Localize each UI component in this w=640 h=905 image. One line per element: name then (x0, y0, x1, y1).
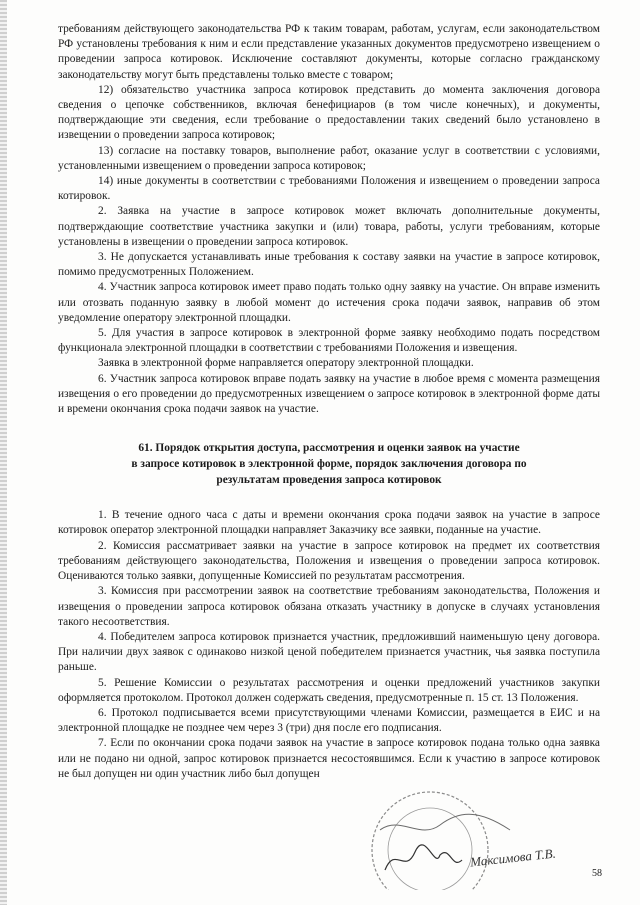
page-number: 58 (592, 868, 602, 879)
scan-edge (0, 0, 7, 905)
paragraph: требованиям действующего законодательства РФ к таким товарам, работам, услугам, если законодательством РФ установлены требования к ним и если представление указанных документов предусмотрено извещением о проведении запроса котировок. Исключение составляют документы, которые согласно гражданскому законодательству могут быть представлены только вместе с товаром; (58, 23, 600, 81)
section-heading-line2: в запросе котировок в электронной форме, порядок заключения договора по (131, 458, 527, 471)
list-item-13: 13) согласие на поставку товаров, выполнение работ, оказание услуг в соответствии с условиями, установленными извещением о проведении запроса котировок; (58, 144, 600, 172)
document-body (58, 22, 600, 782)
list-item-14: 14) иные документы в соответствии с требованиями Положения и извещением о проведении запроса котировок. (58, 175, 600, 203)
section-paragraph-6: 6. Протокол подписывается всеми присутствующими членами Комиссии, размещается в ЕИС и на электронной площадке не позднее чем через 3 (три) дня после его подписания. (58, 706, 600, 735)
section-paragraph-7: 7. Если по окончании срока подачи заявок на участие в запросе котировок подана только одна заявка или не подано ни одной, запрос котировок признается несостоявшимся. Если к участию в запросе котировок не был допущен ни один участник либо был допущен (58, 737, 600, 780)
signature-name: Максимова Т.В. (469, 845, 557, 870)
paragraph-6: 6. Участник запроса котировок вправе подать заявку на участие в любое время с момента размещения извещения о его проведении до предусмотренных извещением о запросе котировок в электронной форме даты и времени окончания срока подачи заявок на участие. (58, 372, 600, 416)
section-paragraph-2: 2. Комиссия рассматривает заявки на участие в запросе котировок на предмет их соответствия требованиям действующего законодательства, Положения и извещения о проведении запроса котировок. Оцениваются только заявки, допущенные Комиссией по результатам рассмотрения. (58, 539, 600, 583)
section-paragraph-1: 1. В течение одного часа с даты и времени окончания срока подачи заявок на участие в запросе котировок оператор электронной площадки направляет Заказчику все заявки, поданные на участие. (58, 509, 600, 537)
section-paragraph-5: 5. Решение Комиссии о результатах рассмотрения и оценки предложений участников закупки оформляется протоколом. Протокол должен содержать сведения, предусмотренные п. 15 ст. 13 Положения. (58, 676, 600, 704)
paragraph-3: 3. Не допускается устанавливать иные требования к составу заявки на участие в запросе котировок, помимо предусмотренных Положением. (58, 251, 600, 279)
paragraph-5: 5. Для участия в запросе котировок в электронной форме заявку необходимо подать посредством функционала электронной площадки в соответствии с требованиями Положения и извещения. (58, 327, 600, 355)
section-heading (78, 440, 580, 488)
section-paragraph-4: 4. Победителем запроса котировок признается участник, предложивший наименьшую цену договора. При наличии двух заявок с одинаково низкой ценой победителем признается участник, чья заявка поступила раньше. (58, 630, 600, 674)
paragraph-5-note: Заявка в электронной форме направляется оператору электронной площадки. (98, 357, 474, 370)
paragraph-4: 4. Участник запроса котировок имеет право подать только одну заявку на участие. Он вправе изменить или отозвать поданную заявку в любой момент до истечения срока подачи заявок, направив об этом уведомление оператору электронной площадки. (58, 281, 600, 324)
section-heading-line3: результатам проведения запроса котировок (216, 474, 442, 487)
paragraph-2: 2. Заявка на участие в запросе котировок может включать дополнительные документы, подтверждающие соответствие участника закупки и (или) товара, работы, услуги требованиям, которые установлены в извещении о проведении запроса котировок. (58, 205, 600, 248)
section-heading-line1: 61. Порядок открытия доступа, рассмотрения и оценки заявок на участие (138, 442, 520, 455)
list-item-12: 12) обязательство участника запроса котировок представить до момента заключения договора сведения о цепочке собственников, включая бенефициаров (в том числе конечных), и документы, подтверждающие эти сведения, если требование о предоставлении таких сведений было установлено в извещении о проведении запроса котировок; (58, 83, 600, 142)
section-paragraph-3: 3. Комиссия при рассмотрении заявок на соответствие требованиям законодательства, Положения и извещения о проведении запроса котировок обязана отказать участнику в допуске в случаях установления такого несоответствия. (58, 585, 600, 628)
